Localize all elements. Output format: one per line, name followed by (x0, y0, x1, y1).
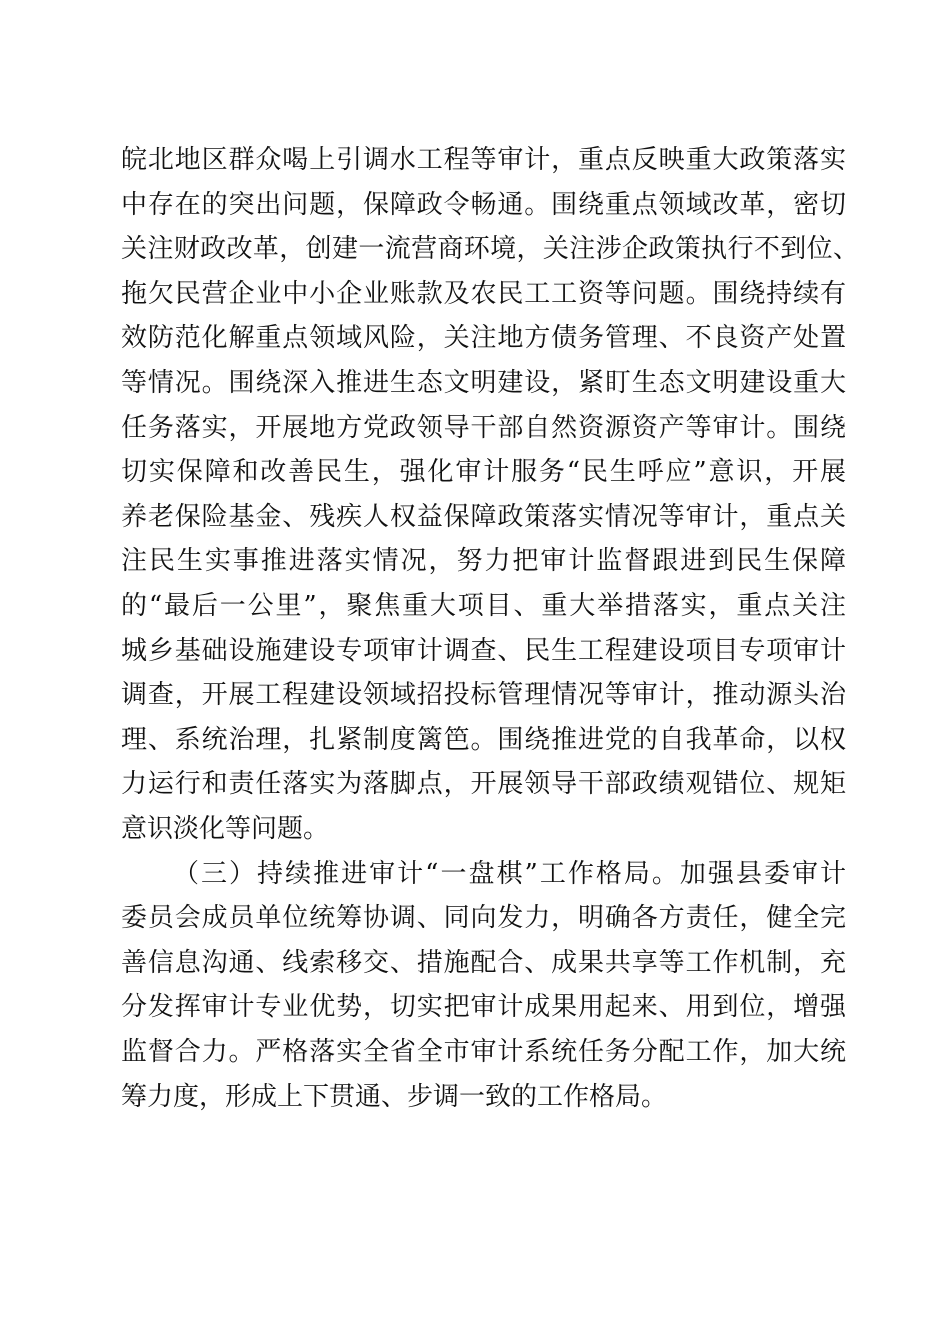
text-line: 监督合力。严格落实全省全市审计系统任务分配工作，加大统 (121, 1037, 846, 1067)
text-line: 分发挥审计专业优势，切实把审计成果用起来、用到位，增强 (121, 992, 846, 1023)
text-line: 拖欠民营企业中小企业账款及农民工工资等问题。围绕持续有 (121, 278, 846, 309)
text-line: 注民生实事推进落实情况，努力把审计监督跟进到民生保障 (121, 546, 846, 577)
text-line: 任务落实，开展地方党政领导干部自然资源资产等审计。围绕 (121, 412, 846, 443)
text-line: 筹力度，形成上下贯通、步调一致的工作格局。 (121, 1081, 668, 1112)
text-line: 等情况。围绕深入推进生态文明建设，紧盯生态文明建设重大 (121, 368, 846, 398)
text-line: 城乡基础设施建设专项审计调查、民生工程建设项目专项审计 (121, 635, 846, 666)
text-line: （三）持续推进审计“一盘棋”工作格局。加强县委审计 (173, 858, 846, 889)
text-line: 力运行和责任落实为落脚点，开展领导干部政绩观错位、规矩 (121, 769, 846, 800)
text-line: 调查，开展工程建设领域招投标管理情况等审计，推动源头治 (121, 680, 846, 711)
text-line: 切实保障和改善民生，强化审计服务“民生呼应”意识，开展 (121, 457, 846, 488)
text-line: 理、系统治理，扎紧制度篱笆。围绕推进党的自我革命，以权 (121, 724, 846, 755)
text-line: 效防范化解重点领域风险，关注地方债务管理、不良资产处置 (121, 323, 846, 354)
text-line: 意识淡化等问题。 (121, 814, 330, 844)
text-line: 委员会成员单位统筹协调、同向发力，明确各方责任，健全完 (121, 903, 846, 934)
text-line: 养老保险基金、残疾人权益保障政策落实情况等审计，重点关 (121, 501, 846, 532)
text-line: 中存在的突出问题，保障政令畅通。围绕重点领域改革，密切 (121, 189, 846, 220)
text-line: 关注财政改革，创建一流营商环境，关注涉企政策执行不到位、 (121, 234, 859, 265)
text-line: 的“最后一公里”，聚焦重大项目、重大举措落实，重点关注 (121, 591, 846, 621)
text-line: 皖北地区群众喝上引调水工程等审计，重点反映重大政策落实 (121, 145, 846, 175)
text-line: 善信息沟通、线索移交、措施配合、成果共享等工作机制，充 (121, 947, 846, 978)
